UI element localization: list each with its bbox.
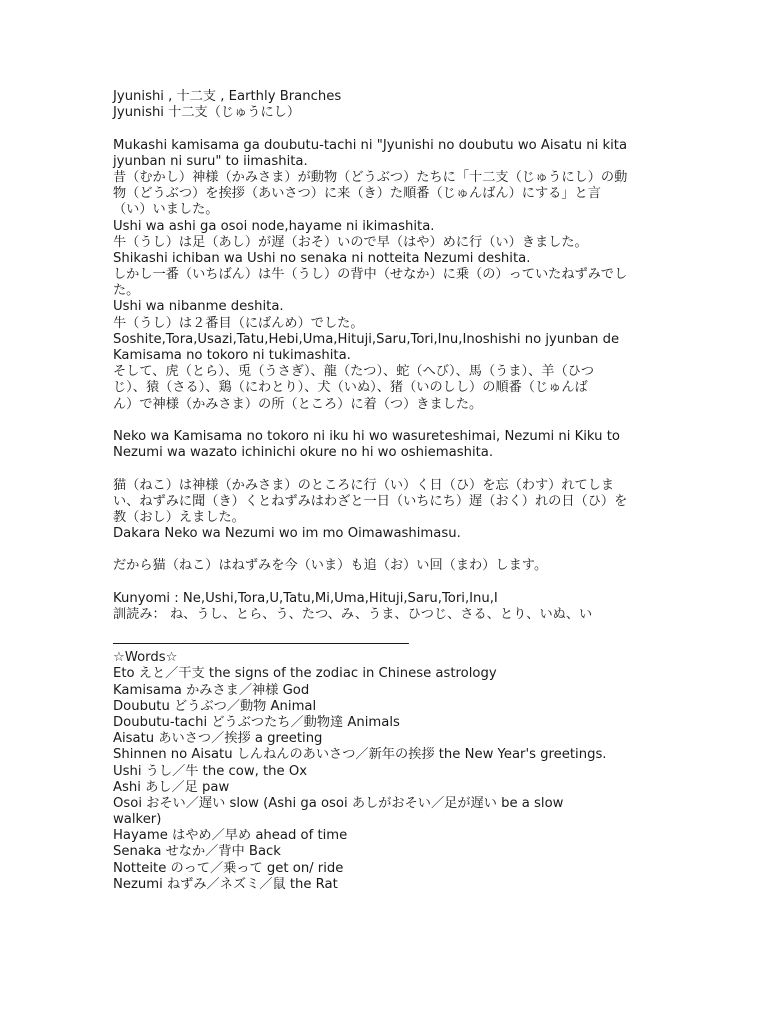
story-romaji-line: jyunban ni suru" to iimashita. — [113, 153, 308, 169]
story-japanese-line: （い）いました。 — [113, 202, 219, 218]
blank-line — [113, 413, 658, 429]
word-entry: Ushi うし／牛 the cow, the Ox — [113, 763, 308, 779]
word-entry: Hayame はやめ／早め ahead of time — [113, 828, 348, 844]
story-romaji-line: Shikashi ichiban wa Ushi no senaka ni notteita Nezumi deshita. — [113, 250, 531, 266]
story-japanese-line: 猫（ねこ）は神様（かみさま）のところに行（い）く日（ひ）を忘（わす）れてしま — [113, 477, 615, 493]
kunyomi-romaji-line: Kunyomi : Ne,Ushi,Tora,U,Tatu,Mi,Uma,Hituji,Saru,Tori,Inu,I — [113, 590, 498, 606]
story-japanese-line: そして、虎（とら）、兎（うさぎ）、龍（たつ）、蛇（へび）、馬（うま）、羊（ひつ — [113, 364, 595, 380]
story-japanese-line: 牛（うし）は足（あし）が遅（おそ）いので早（はや）めに行（い）きました。 — [113, 234, 588, 250]
word-entry: Notteite のって／乗って get on/ ride — [113, 860, 344, 876]
words-heading: ☆Words☆ — [113, 650, 178, 666]
story-romaji-line: Ushi wa nibanme deshita. — [113, 299, 284, 315]
title-line: Jyunishi , 十二支 , Earthly Branches — [113, 89, 342, 104]
story-romaji-line: Nezumi wa wazato ichinichi okure no hi wo oshiemashita. — [113, 445, 494, 461]
story-japanese-line: じ）、猿（さる）、鶏（にわとり）、犬（いぬ）、猪（いのしし）の順番（じゅんば — [113, 380, 588, 396]
document-text — [113, 89, 658, 893]
word-entry: Osoi おそい／遅い slow (Ashi ga osoi あしがおそい／足が遅い be a slow — [113, 795, 564, 811]
story-romaji-line: Soshite,Tora,Usazi,Tatu,Hebi,Uma,Hituji,Saru,Tori,Inu,Inoshishi no jyunban de — [113, 331, 620, 347]
word-entry: Shinnen no Aisatu しんねんのあいさつ／新年の挨拶 the New Year's greetings. — [113, 747, 607, 763]
story-japanese-line: 昔（むかし）神様（かみさま）が動物（どうぶつ）たちに「十二支（じゅうにし）の動 — [113, 169, 628, 185]
story-japanese-line: た。 — [113, 283, 140, 299]
word-entry: Ashi あし／足 paw — [113, 779, 230, 795]
story-japanese-line: しかし一番（いちばん）は牛（うし）の背中（せなか）に乗（の）っていたねずみでし — [113, 267, 628, 283]
word-entry: Kamisama かみさま／神様 God — [113, 682, 310, 698]
word-entry: Nezumi ねずみ／ネズミ／鼠 the Rat — [113, 876, 338, 892]
word-entry: walker) — [113, 812, 162, 828]
section-divider — [113, 643, 409, 644]
word-entry: Aisatu あいさつ／挨拶 a greeting — [113, 731, 323, 747]
blank-line — [113, 121, 658, 137]
story-romaji-line: Neko wa Kamisama no tokoro ni iku hi wo wasureteshimai, Nezumi ni Kiku to — [113, 428, 620, 444]
story-japanese-line: だから猫（ねこ）はねずみを今（いま）も追（お）い回（まわ）します。 — [113, 558, 548, 574]
story-japanese-line: 牛（うし）は２番目（にばんめ）でした。 — [113, 315, 364, 331]
word-entry: Doubutu-tachi どうぶつたち／動物達 Animals — [113, 714, 400, 730]
word-entry: Senaka せなか／背中 Back — [113, 844, 281, 860]
story-romaji-line: Dakara Neko wa Nezumi wo im mo Oimawashimasu. — [113, 526, 461, 542]
story-japanese-line: ん）で神様（かみさま）の所（ところ）に着（つ）きました。 — [113, 396, 483, 412]
story-japanese-line: 物（どうぶつ）を挨拶（あいさつ）に来（き）た順番（じゅんばん）にする」と言 — [113, 186, 601, 202]
story-japanese-line: 教（おし）えました。 — [113, 509, 245, 525]
story-romaji-line: Kamisama no tokoro ni tukimashita. — [113, 348, 351, 363]
word-entry: Eto えと／干支 the signs of the zodiac in Chinese astrology — [113, 666, 497, 682]
blank-line — [113, 575, 658, 591]
story-romaji-line: Ushi wa ashi ga osoi node,hayame ni ikimashita. — [113, 218, 435, 234]
blank-line — [113, 542, 658, 558]
story-romaji-line: Mukashi kamisama ga doubutu-tachi ni "Jyunishi no doubutu wo Aisatu ni kita — [113, 137, 628, 153]
kunyomi-japanese-line: 訓読み： ね、うし、とら、う、たつ、み、うま、ひつじ、さる、とり、いぬ、い — [113, 607, 593, 622]
story-japanese-line: い、ねずみに聞（き）くとねずみはわざと一日（いちにち）遅（おく）れの日（ひ）を — [113, 493, 628, 509]
word-entry: Doubutu どうぶつ／動物 Animal — [113, 698, 317, 714]
blank-line — [113, 461, 658, 477]
subtitle-line: Jyunishi 十二支（じゅうにし） — [113, 105, 301, 121]
